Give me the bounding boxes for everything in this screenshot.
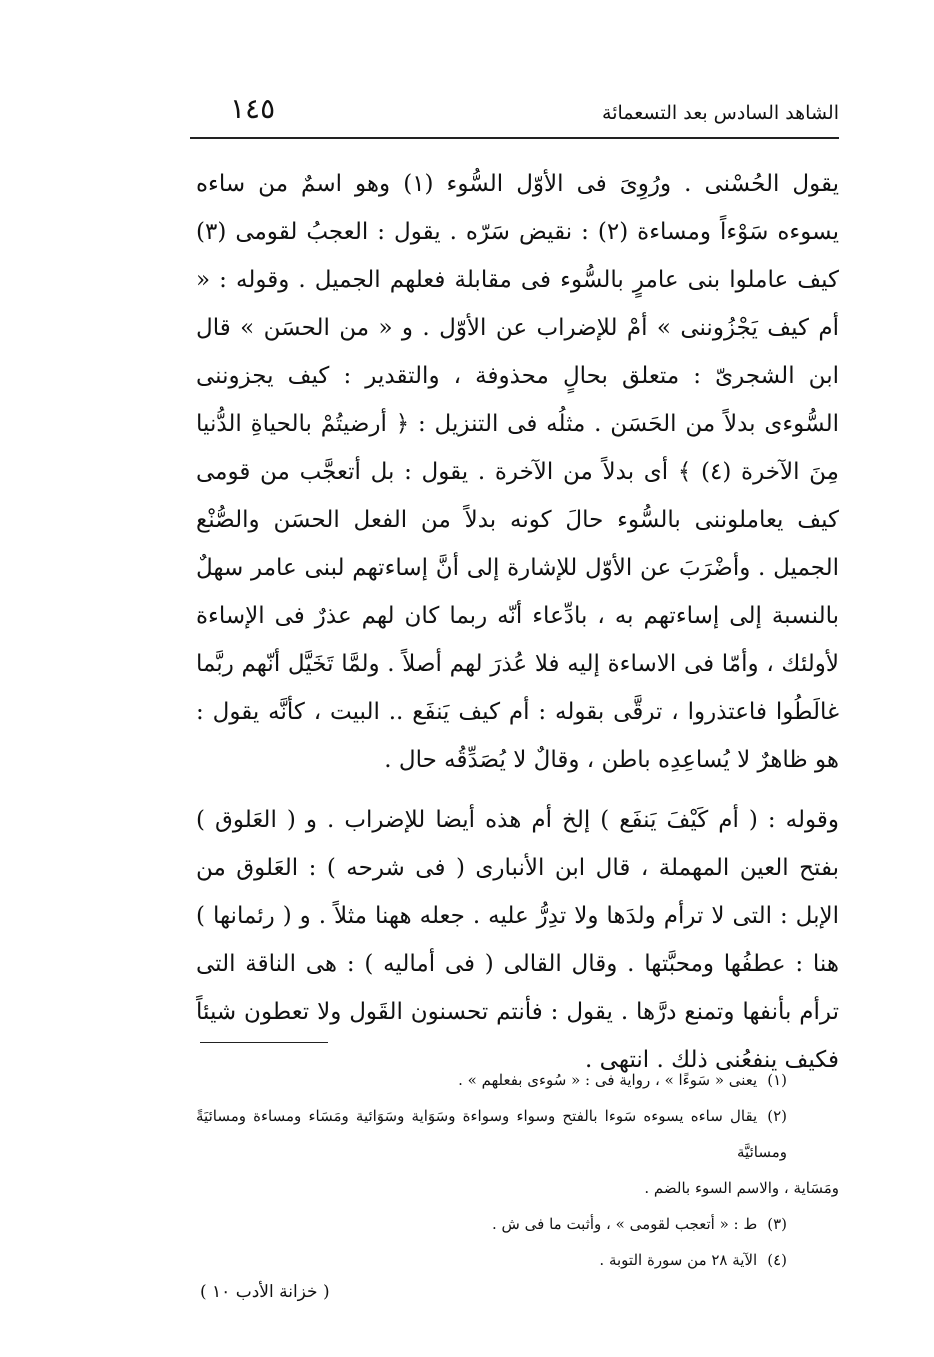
- page-number: ١٤٥: [230, 92, 276, 125]
- running-title: الشاهد السادس بعد التسعمائة: [602, 102, 839, 124]
- footnote-rule: [200, 1042, 328, 1043]
- page-header: [190, 92, 839, 132]
- footnote-text: الآية ٢٨ من سورة التوبة .: [599, 1251, 758, 1269]
- paragraph: وقوله : ( أم كَيْفَ يَنفَع ) إلخ أم هذه أيضا للإضراب . و ( العَلوق ) بفتح العين المهملة ، قال ابن الأنبارى ( فى شرحه ) : العَلوق من الإبل : التى لا ترأم ولدَها ولا تدِرُّ عليه . جعله ههنا مثلاً . و ( رئمانها ) هنا : عطفُها ومحبَّتها . وقال القالى ( فى أماليه ) : هى الناقة التى ترأم بأنفها وتمنع درَّها . يقول : فأنتم تحسنون القَول ولا تعطون شيئاً فكيف ينفعُنى ذلك . انتهى .: [196, 807, 839, 1073]
- footnote-continuation: ومَسَاية ، والاسم السوء بالضم .: [644, 1179, 839, 1197]
- footnote-number: (٢): [767, 1107, 787, 1125]
- paragraph: يقول الحُسْنى . ورُوِىَ فى الأوّل السُّوء (١) وهو اسمٌ من ساءه يسوءه سَوْءاً ومساءة (٢) : نقيض سَرّه . يقول : العجبُ لقومى (٣) كيف عاملوا بنى عامرٍ بالسُّوء فى مقابلة فعلهم الجميل . وقوله : « أم كيف يَجْزُوننى » أمْ للإضراب عن الأوّل . و « من الحسَن » قال ابن الشجرىّ : متعلق بحالٍ محذوفة ، والتقدير : كيف يجزوننى السُّوءى بدلاً من الحَسَن . مثلُه فى التنزيل : ﴿ أرضيتُمْ بالحياةِ الدُّنيا مِنَ الآخرة (٤) ﴾ أى بدلاً من الآخرة . يقول : بل أتعجَّب من قومى كيف يعاملوننى بالسُّوء حالَ كونه بدلاً من الفعل الحسَن والصُّنْع الجميل . وأضْرَبَ عن الأوّل للإشارة إلى أنَّ إساءتهم لبنى عامر سهلٌ بالنسبة إلى إساءتهم به ، بادِّعاء أنّه ربما كان لهم عذرٌ فى الإساءة لأولئك ، وأمّا فى الاساءة إليه فلا عُذرَ لهم أصلاً . ولمَّا تَخَيَّل أنّهم ربَّما غالَطُوا فاعتذروا ، ترقَّى بقوله : أم كيف يَنفَع .. البيت ، كأنَّه يقول : هو ظاهرٌ لا يُساعِدِه باطن ، وقالٌ لا يُصَدِّقُه حال .: [196, 171, 840, 773]
- main-text: [196, 160, 839, 1084]
- footnote: [196, 1242, 839, 1278]
- footnote: [196, 1062, 839, 1098]
- header-rule: [190, 137, 839, 139]
- footnote: [196, 1098, 839, 1170]
- footnote-text: ط : « أتعجب لقومى » ، وأثبت ما فى ش .: [492, 1215, 758, 1233]
- footnotes: [196, 1062, 839, 1278]
- footnote-number: (٤): [767, 1251, 787, 1269]
- footnote-text: يقال ساءه يسوءه سَوءا بالفتح وسواء وسواءة وسَوَاية وسَوَائية ومَسَاء ومساءة ومسائيَةً ومسائيَّة: [196, 1107, 787, 1161]
- footnote: [196, 1206, 839, 1242]
- footnote-number: (٣): [767, 1215, 787, 1233]
- footnote-number: (١): [767, 1071, 787, 1089]
- footnote-text: يعنى « سَوءًا » ، رواية فى : « سُوءى بفعلهم » .: [458, 1071, 758, 1089]
- signature-mark: ( خزانة الأدب ١٠ ): [200, 1282, 330, 1302]
